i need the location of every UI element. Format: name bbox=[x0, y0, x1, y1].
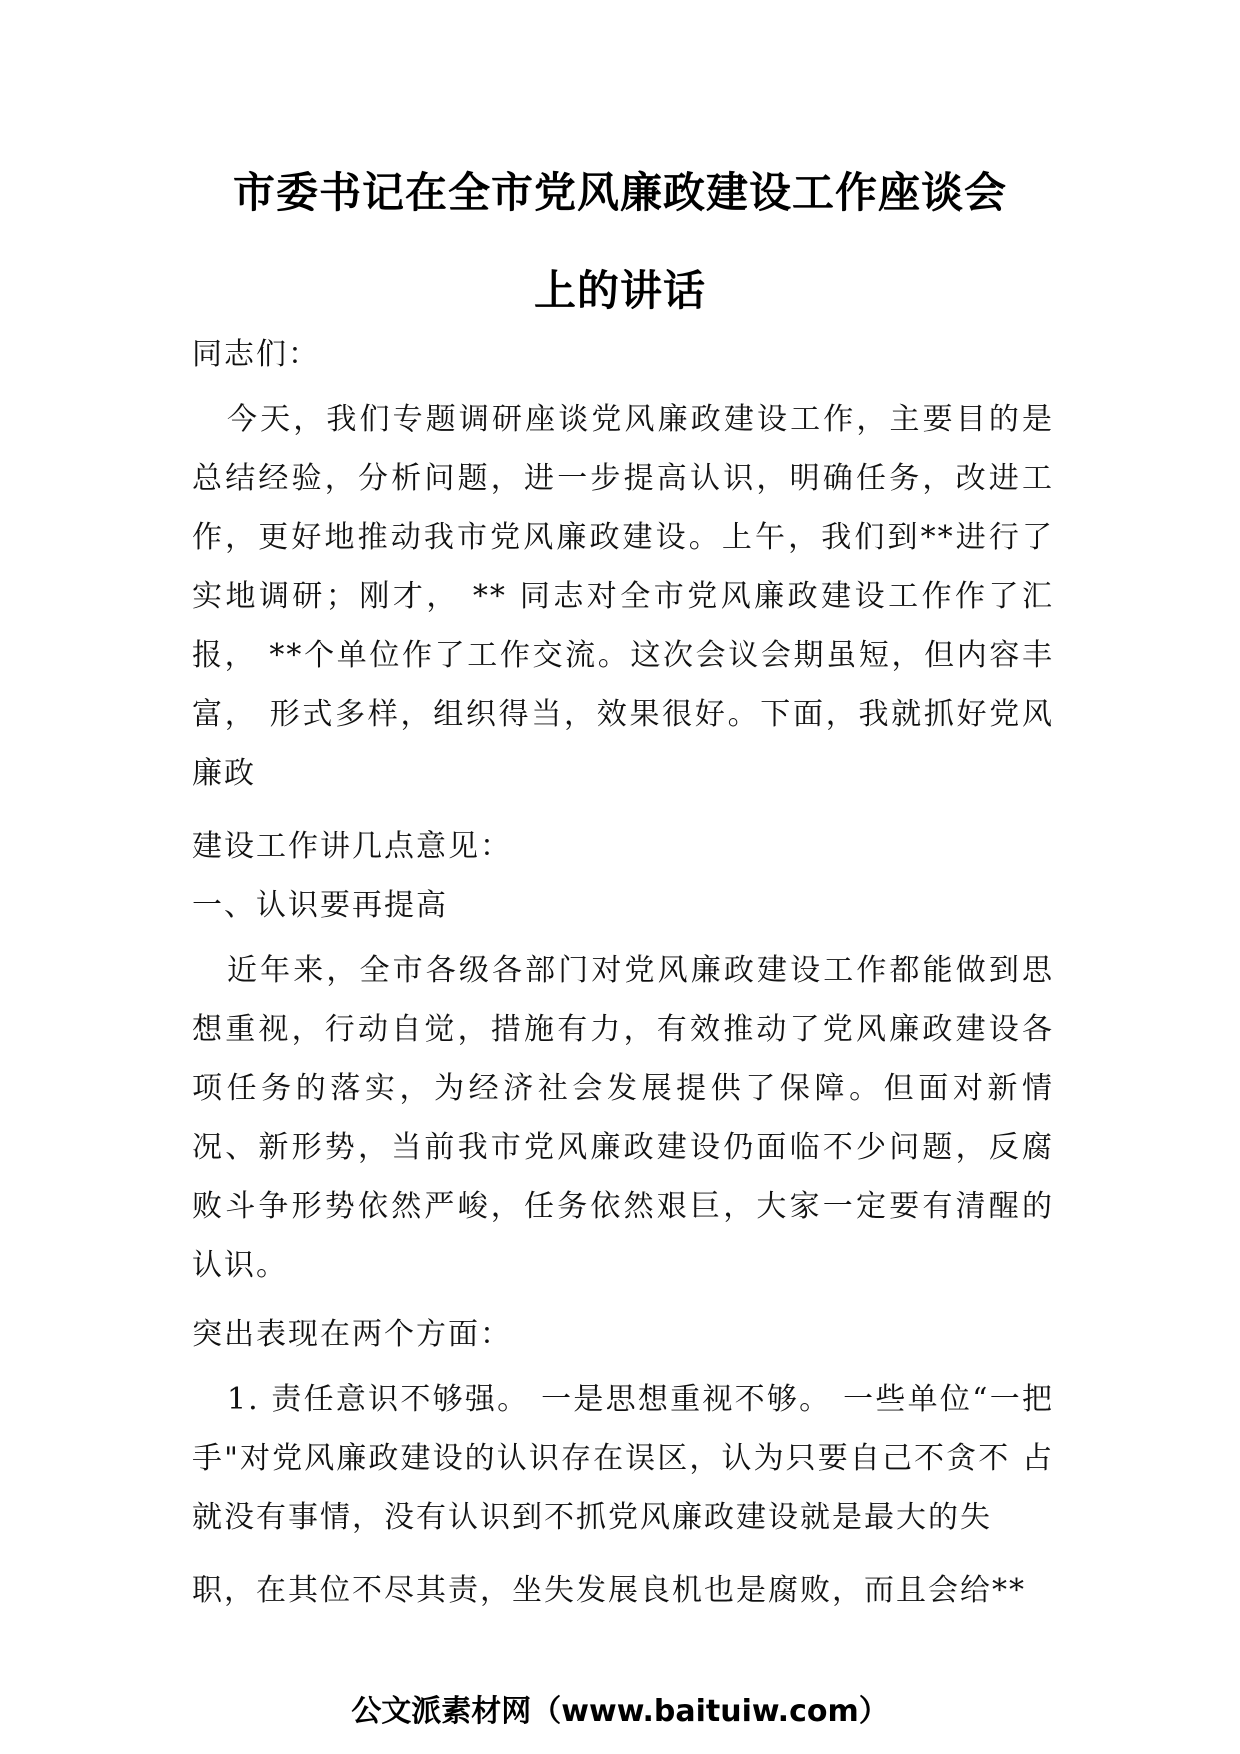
document-title-line-1: 市委书记在全市党风廉政建设工作座谈会 bbox=[232, 168, 1007, 217]
paragraph-continuation: 建设工作讲几点意见： bbox=[192, 829, 512, 864]
footer-watermark-text: 公文派素材网（www.baituiw.com） bbox=[351, 1694, 889, 1729]
salutation: 同志们： bbox=[192, 337, 320, 372]
document-body bbox=[192, 325, 1054, 1620]
paragraph-point-1-continued: 职，在其位不尽其责，坐失发展良机也是腐败，而且会给** bbox=[192, 1573, 1026, 1608]
paragraph-point-1: 1. 责任意识不够强。 一是思想重视不够。 一些单位“一把 手"对党风廉政建设的认识存在误区，认为只要自己不贪不 占就没有事情，没有认识到不抓党风廉政建设就是最大的失 bbox=[192, 1382, 1054, 1535]
section-heading-1: 一、认识要再提高 bbox=[192, 888, 448, 923]
paragraph-two-aspects: 突出表现在两个方面： bbox=[192, 1317, 512, 1352]
paragraph-recent-years: 近年来，全市各级各部门对党风廉政建设工作都能做到思想重视，行动自觉，措施有力，有效推动了党风廉政建设各项任务的落实，为经济社会发展提供了保障。但面对新情况、新形势，当前我市党风廉政建设仍面临不少问题，反腐败斗争形势依然严峻，任务依然艰巨，大家一定要有清醒的认识。 bbox=[192, 953, 1054, 1283]
document-title-line-2: 上的讲话 bbox=[533, 266, 706, 315]
paragraph-opening: 今天，我们专题调研座谈党风廉政建设工作，主要目的是总结经验，分析问题，进一步提高认识，明确任务，改进工作，更好地推动我市党风廉政建设。上午，我们到**进行了实地调研；刚才， ** 同志对全市党风廉政建设工作作了汇报， **个单位作了工作交流。这次会议会期虽短，但内容丰富， 形式多样，组织得当，效果很好。下面，我就抓好党风廉政 bbox=[192, 402, 1054, 791]
